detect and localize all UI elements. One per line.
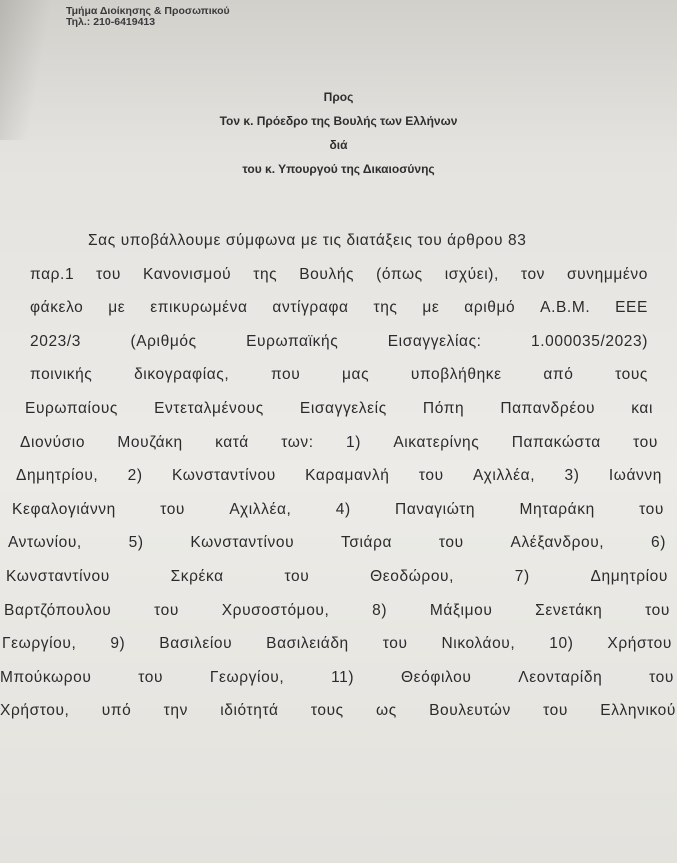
- body-line: Χρήστου, υπό την ιδιότητά τους ως Βουλευτών του Ελληνικού: [0, 702, 676, 720]
- body-line: Σας υποβάλλουμε σύμφωνα με τις διατάξεις του άρθρου 83: [88, 232, 527, 249]
- body-line: Διονύσιο Μουζάκη κατά των: 1) Αικατερίνης Παπακώστα του: [20, 433, 658, 451]
- letterhead: [66, 6, 230, 28]
- body-line: φάκελο με επικυρωμένα αντίγραφα της με αριθμό Α.Β.Μ. ΕΕΕ: [30, 299, 648, 317]
- body-line: ποινικής δικογραφίας, που μας υποβλήθηκε από τους: [30, 366, 648, 384]
- body-line: Ευρωπαίους Εντεταλμένους Εισαγγελείς Πόπη Παπανδρέου και: [25, 400, 653, 417]
- address-recipient: Τον κ. Πρόεδρο της Βουλής των Ελλήνων: [219, 114, 458, 128]
- body-line: 2023/3 (Αριθμός Ευρωπαϊκής Εισαγγελίας: 1.000035/2023): [30, 332, 648, 350]
- body-line: Βαρτζόπουλου του Χρυσοστόμου, 8) Μάξιμου Σενετάκη του: [4, 601, 670, 619]
- body-line: παρ.1 του Κανονισμού της Βουλής (όπως ισχύει), τον συνημμένο: [30, 265, 648, 283]
- address-to: Προς: [323, 90, 354, 104]
- department-name: Τμήμα Διοίκησης & Προσωπικού: [66, 5, 230, 17]
- body-line: Δημητρίου, 2) Κωνσταντίνου Καραμανλή του Αχιλλέα, 3) Ιωάννη: [16, 467, 662, 485]
- address-via: διά: [329, 138, 348, 152]
- department-phone: Τηλ.: 210-6419413: [66, 16, 156, 28]
- body-line: Μπούκωρου του Γεωργίου, 11) Θεόφιλου Λεονταρίδη του: [0, 668, 674, 686]
- body-line: Κωνσταντίνου Σκρέκα του Θεοδώρου, 7) Δημητρίου: [6, 568, 668, 585]
- body-line: Αντωνίου, 5) Κωνσταντίνου Τσιάρα του Αλέξανδρου, 6): [8, 534, 666, 552]
- body-line: Κεφαλογιάννη του Αχιλλέα, 4) Παναγιώτη Μηταράκη του: [12, 500, 664, 518]
- body-line: Γεωργίου, 9) Βασιλείου Βασιλειάδη του Νικολάου, 10) Χρήστου: [2, 635, 672, 653]
- address-minister: του κ. Υπουργού της Δικαιοσύνης: [242, 162, 435, 176]
